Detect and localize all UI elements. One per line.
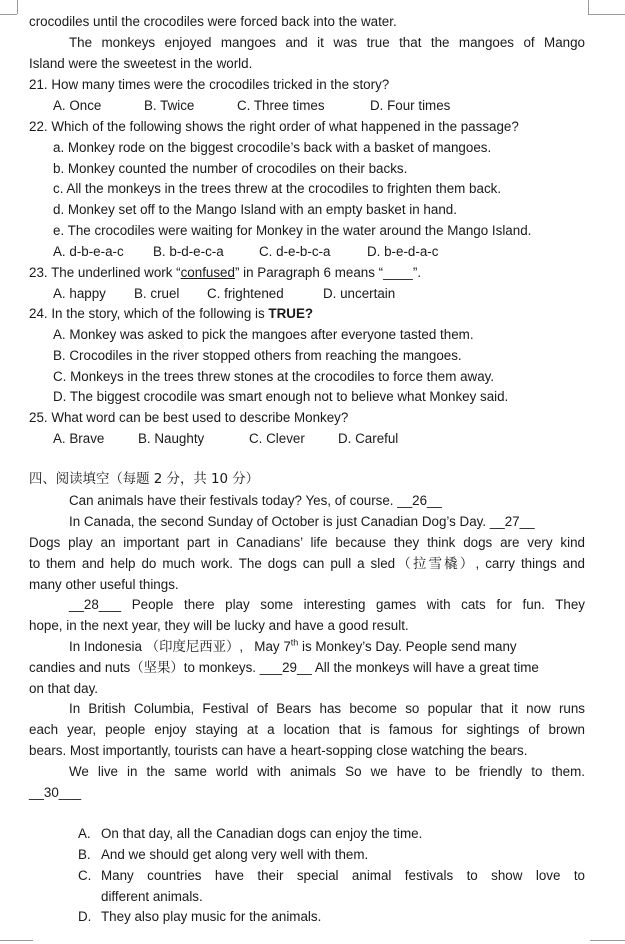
choice-letter: A.: [78, 826, 91, 841]
paragraph-text: All the monkeys will have a great time: [311, 660, 539, 675]
option-b: B. Twice: [144, 98, 195, 113]
question-25-options: [0, 429, 625, 449]
paragraph-2-line: many other useful things.: [29, 577, 179, 592]
paragraph-text: In Canada, the second Sunday of October is just Canadian Dog’s Day.: [69, 514, 490, 529]
event-item: c. All the monkeys in the trees threw at the crocodiles to frighten them back.: [53, 181, 502, 196]
paragraph-5-line: each year, people enjoy staying at a location that is famous for sightings of brown: [29, 722, 585, 737]
paragraph-6-line: We live in the same world with animals So we have to be friendly to them.: [69, 764, 585, 779]
paragraph-3-line: hope, in the next year, they will be lucky and have a good result.: [29, 618, 409, 633]
option-d: D. b-e-d-a-c: [367, 244, 439, 259]
paragraph-text: Can animals have their festivals today? Yes, of course.: [69, 493, 398, 508]
option-c: C. Clever: [249, 431, 305, 446]
underlined-word: confused: [180, 265, 235, 280]
blank-26: __26__: [397, 493, 442, 508]
blank-29: ___29__: [259, 660, 312, 675]
crop-mark-top-right-v: [588, 0, 589, 14]
event-item: b. Monkey counted the number of crocodiles on their backs.: [53, 161, 408, 176]
question-21: 21. How many times were the crocodiles tricked in the story?: [29, 77, 390, 92]
event-item: e. The crocodiles were waiting for Monkey in the water around the Mango Island.: [53, 223, 532, 238]
paragraph-5-line: bears. Most importantly, tourists can have a heart-sopping close watching the bears.: [29, 743, 528, 758]
choice-text: different animals.: [101, 889, 203, 904]
paragraph-5-line: In British Columbia, Festival of Bears has become so popular that it now runs: [69, 701, 585, 716]
choice-letter: C.: [78, 868, 92, 883]
option-d: D. uncertain: [323, 286, 396, 301]
option-b: B. cruel: [134, 286, 180, 301]
option-a: A. d-b-e-a-c: [53, 244, 124, 259]
paragraph-text: candies and nuts（坚果）to monkeys.: [29, 660, 260, 675]
option-c: C. Monkeys in the trees threw stones at the crocodiles to force them away.: [53, 369, 495, 384]
paragraph-3-line: [69, 595, 585, 615]
question-22-options: [0, 242, 625, 262]
option-a: A. happy: [53, 286, 106, 301]
question-24-prefix: 24. In the story, which of the following is: [29, 306, 269, 321]
option-b: B. Crocodiles in the river stopped others from reaching the mangoes.: [53, 348, 462, 363]
option-a: A. Once: [53, 98, 102, 113]
option-a: A. Brave: [53, 431, 105, 446]
question-23-prefix: 23. The underlined work “: [29, 265, 181, 280]
question-21-options: [0, 96, 625, 116]
paragraph-text: In Indonesia （印度尼西亚）, May 7: [69, 639, 291, 654]
paragraph-1: [69, 491, 442, 511]
question-23: [29, 263, 421, 283]
blank-30: __30___: [29, 785, 82, 800]
option-d: D. The biggest crocodile was smart enough not to believe what Monkey said.: [53, 389, 509, 404]
superscript: th: [290, 637, 299, 648]
choice-text: Many countries have their special animal festivals to show love to: [101, 868, 585, 883]
option-b: B. b-d-e-c-a: [153, 244, 224, 259]
option-d: D. Careful: [338, 431, 399, 446]
paragraph-2-line: to them and help do much work. The dogs can pull a sled（拉雪橇）, carry things and: [29, 556, 585, 571]
passage-line: The monkeys enjoyed mangoes and it was true that the mangoes of Mango: [69, 35, 585, 50]
choice-text: And we should get along very well with them.: [101, 847, 369, 862]
passage-line: crocodiles until the crocodiles were forced back into the water.: [29, 14, 397, 29]
option-c: C. frightened: [207, 286, 284, 301]
paragraph-text: is Monkey’s Day. People send many: [298, 639, 517, 654]
option-c: C. d-e-b-c-a: [259, 244, 331, 259]
question-22: 22. Which of the following shows the right order of what happened in the passage?: [29, 119, 519, 134]
passage-line: Island were the sweetest in the world.: [29, 56, 253, 71]
question-23-options: [0, 284, 625, 304]
question-24: [29, 304, 313, 324]
option-b: B. Naughty: [138, 431, 205, 446]
blank-28: __28___: [69, 597, 122, 612]
choice-letter: B.: [78, 847, 91, 862]
paragraph-4-line: [69, 637, 517, 657]
section-heading: 四、阅读填空（每题 2 分，共 10 分）: [29, 472, 260, 487]
paragraph-text: People there play some interesting games with cats for fun. They: [121, 597, 585, 612]
crop-mark-bottom-right: [590, 940, 625, 941]
blank-27: __27__: [489, 514, 535, 529]
option-d: D. Four times: [370, 98, 451, 113]
crop-mark-top-left: [0, 14, 17, 15]
option-a: A. Monkey was asked to pick the mangoes after everyone tasted them.: [53, 327, 474, 342]
question-23-middle: ” in Paragraph 6 means “: [234, 265, 384, 280]
paragraph-2-line: [69, 512, 535, 532]
choice-letter: D.: [78, 909, 92, 924]
crop-mark-top-right: [588, 14, 625, 15]
question-24-emphasis: TRUE?: [268, 306, 314, 321]
question-23-suffix: ”.: [412, 265, 422, 280]
choice-text: They also play music for the animals.: [101, 909, 322, 924]
paragraph-4-line: on that day.: [29, 681, 98, 696]
crop-mark-bottom-left: [0, 940, 33, 941]
event-item: d. Monkey set off to the Mango Island with an empty basket in hand.: [53, 202, 457, 217]
answer-blank: ____: [383, 265, 413, 280]
event-item: a. Monkey rode on the biggest crocodile’s back with a basket of mangoes.: [53, 140, 492, 155]
question-25: 25. What word can be best used to describe Monkey?: [29, 410, 349, 425]
paragraph-4-line: [29, 658, 539, 678]
crop-mark-top-left-v: [17, 0, 18, 14]
choice-text: On that day, all the Canadian dogs can enjoy the time.: [101, 826, 423, 841]
paragraph-2-line: Dogs play an important part in Canadians’ life because they think dogs are very kind: [29, 535, 585, 550]
option-c: C. Three times: [237, 98, 325, 113]
